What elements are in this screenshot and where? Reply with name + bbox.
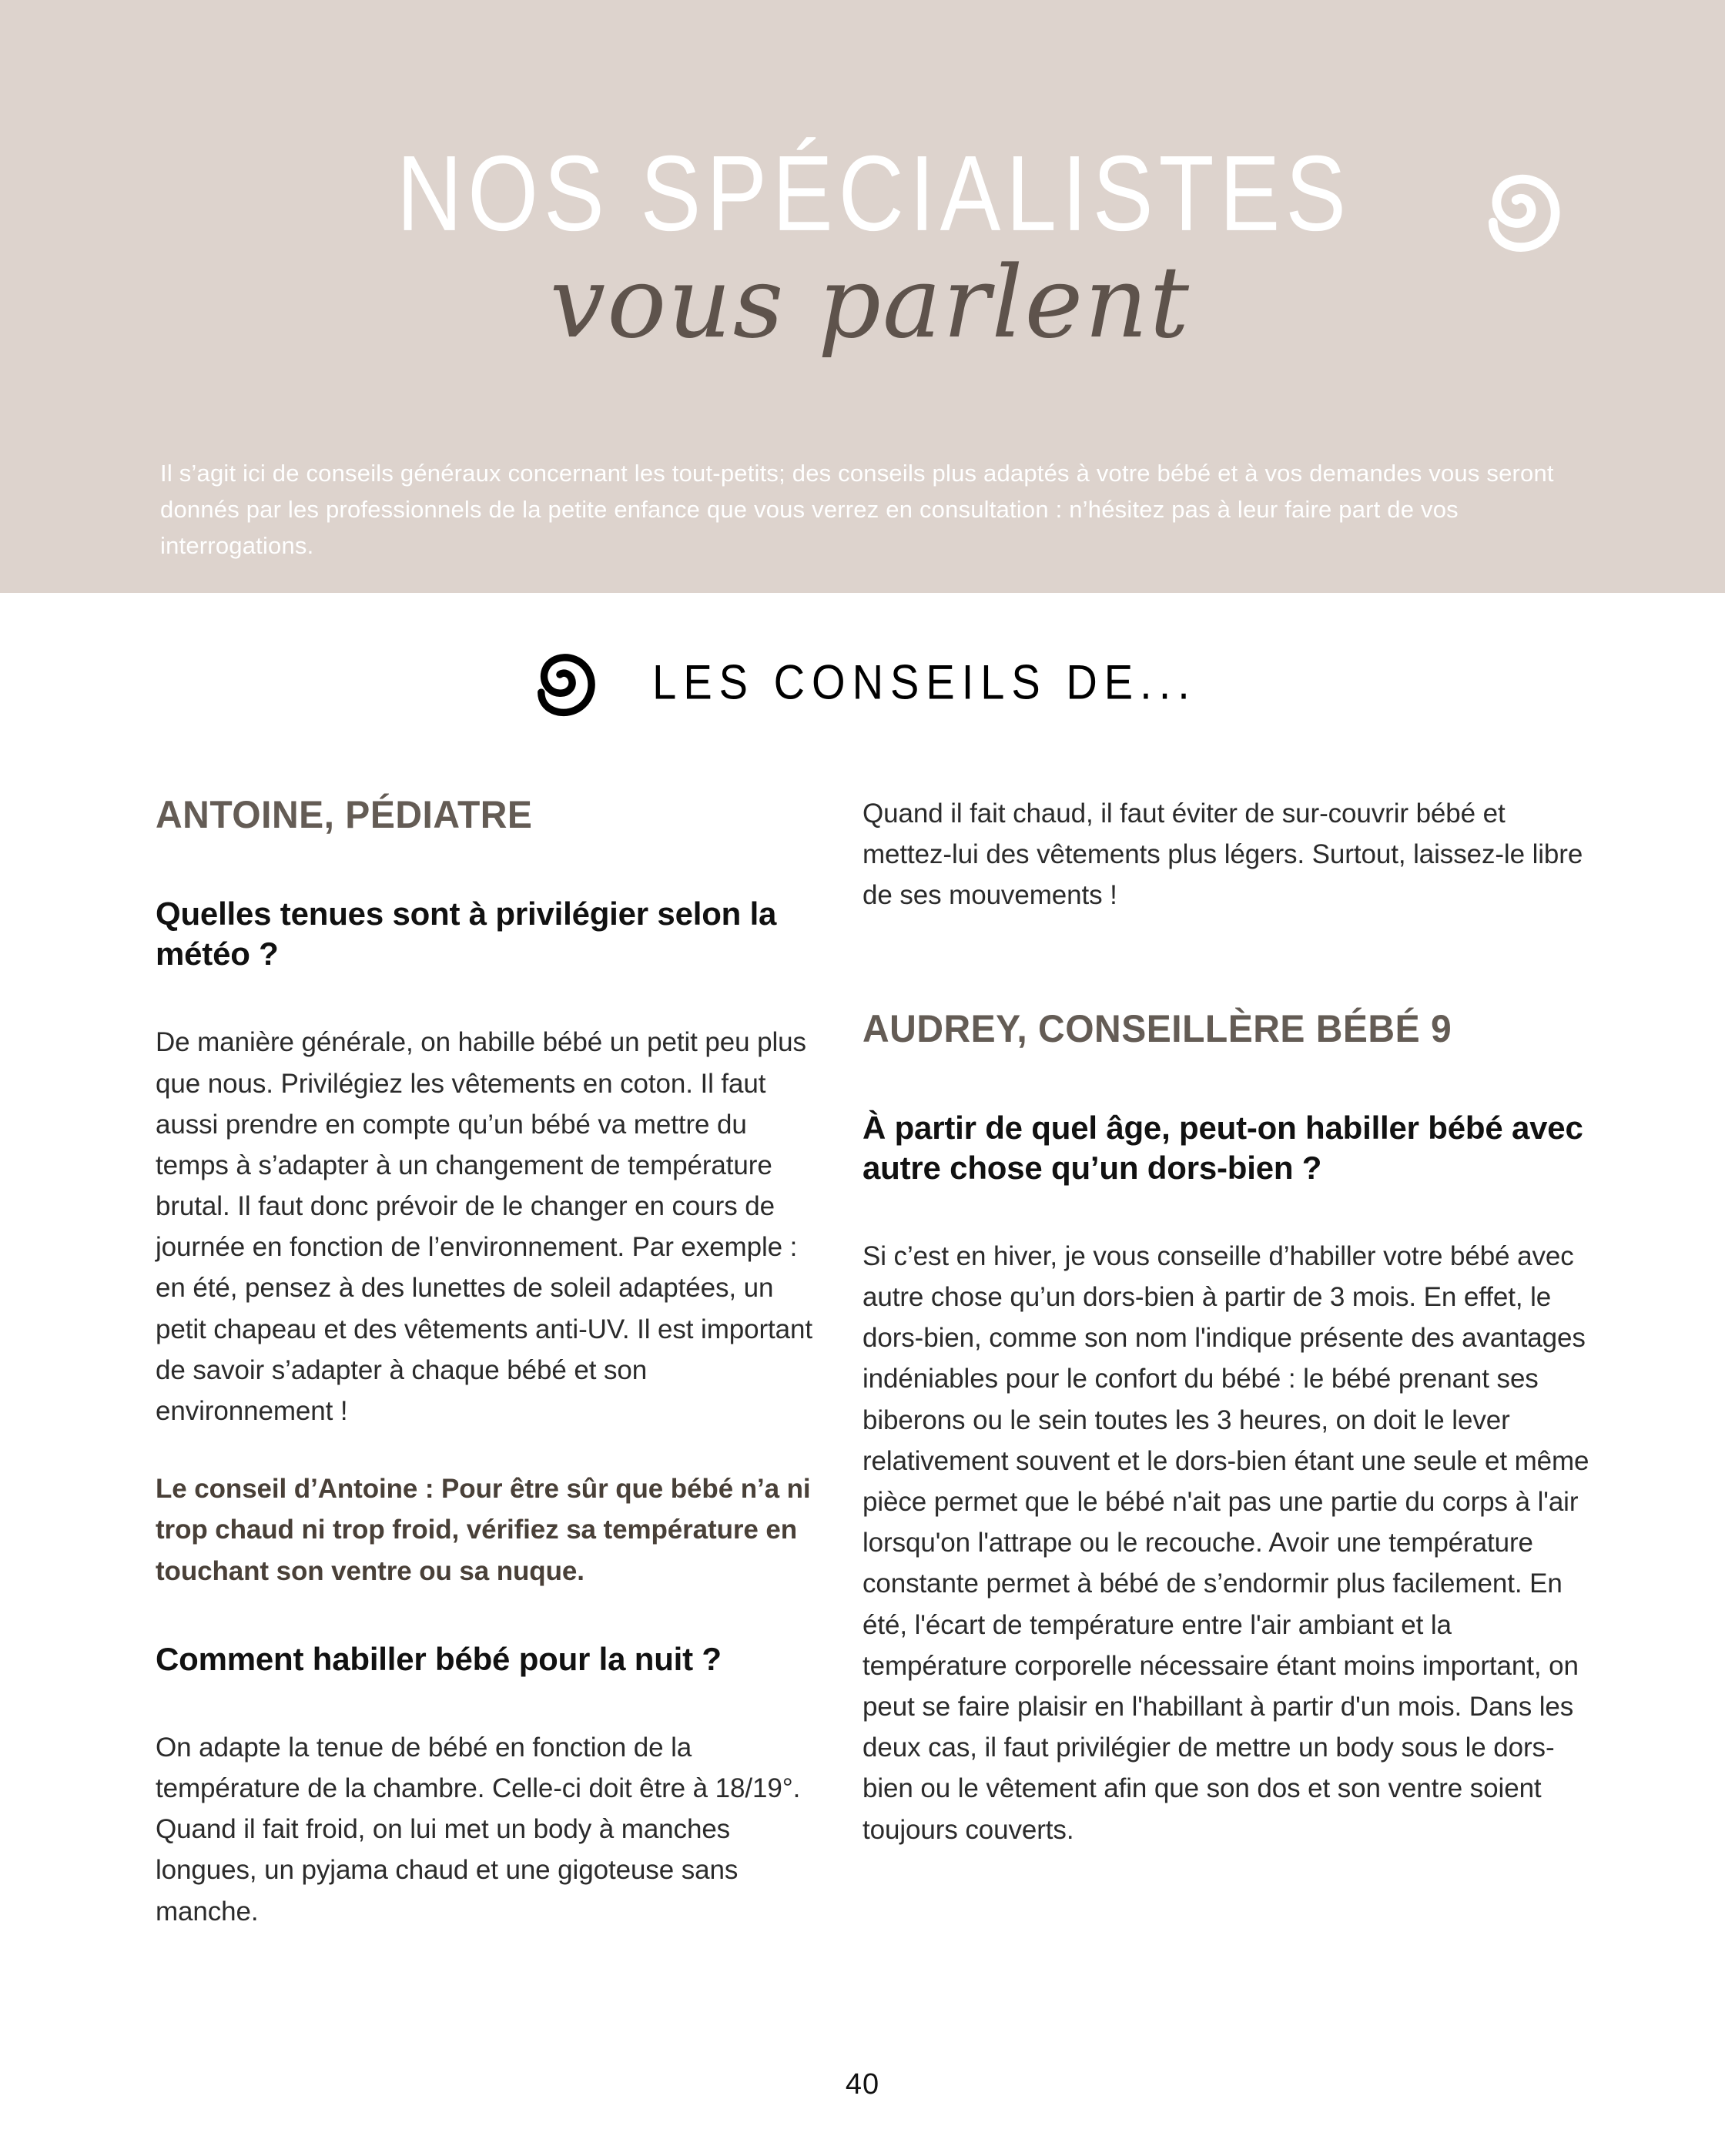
tip-antoine: Le conseil d’Antoine : Pour être sûr que bébé n’a ni trop chaud ni trop froid, vérifiez sa température en touchant son ventre ou sa nuque. [156,1474,811,1586]
right-column [862,793,1602,1850]
page-title-script: vous parlent [549,246,1191,360]
header-band [0,0,1725,593]
answer-dors-bien: Si c’est en hiver, je vous conseille d’habiller votre bébé avec autre chose qu’un dors-bien à partir de 3 mois. En effet, le dors-bien, comme son nom l'indique présente des avantages indéniables pour le confort du bébé : le bébé prenant ses biberons ou le sein toutes les 3 heures, on doit le lever relativement souvent et le dors-bien étant une seule et même pièce permet que le bébé n'ait pas une partie du corps à l'air lorsqu'on l'attrape ou le recouche. Avoir une température constante permet à bébé de s’endormir plus facilement. En été, l'écart de température entre l'air ambiant et la température corporelle nécessaire étant moins important, on peut se faire plaisir en l'habillant à partir d'un mois. Dans les deux cas, il faut privilégier de mettre un body sous le dors-bien ou le vêtement afin que son dos et son ventre soient toujours couverts. [862,1240,1589,1845]
expert-name-antoine: ANTOINE, PÉDIATRE [156,794,533,837]
expert-name-audrey: AUDREY, CONSEILLÈRE BÉBÉ 9 [862,1007,1452,1051]
section-header [0,641,1725,723]
spiral-icon [1477,160,1577,260]
answer-meteo-continued: Quand il fait chaud, il faut éviter de sur-couvrir bébé et mettez-lui des vêtements plus légers. Surtout, laissez-le libre de ses mouvements ! [862,798,1583,911]
question-dors-bien: À partir de quel âge, peut-on habiller bébé avec autre chose qu’un dors-bien ? [862,1109,1583,1186]
page-title: NOS SPÉCIALISTES [397,133,1352,254]
answer-nuit: On adapte la tenue de bébé en fonction de la température de la chambre. Celle-ci doit être à 18/19°. Quand il fait froid, on lui met un body à manches longues, un pyjama chaud et une gigoteuse sans manche. [156,1732,801,1927]
answer-meteo: De manière générale, on habille bébé un petit peu plus que nous. Privilégiez les vêtements en coton. Il faut aussi prendre en compte qu’un bébé va mettre du temps à s’adapter à un changement de température brutal. Il faut donc prévoir de le changer en cours de journée en fonction de l’environnement. Par exemple : en été, pensez à des lunettes de soleil adaptées, un petit chapeau et des vêtements anti-UV. Il est important de savoir s’adapter à chaque bébé et son environnement ! [156,1027,813,1427]
question-meteo: Quelles tenues sont à privilégier selon la météo ? [156,896,777,973]
header-intro-text: Il s’agit ici de conseils généraux concernant les tout-petits; des conseils plus adaptés à votre bébé et à vos demandes vous seront donnés par les professionnels de la petite enfance que vous verrez en consultation : n’hésitez pas à leur faire part de vos interrogations. [160,460,1554,560]
question-nuit: Comment habiller bébé pour la nuit ? [156,1640,722,1677]
spiral-icon [528,642,609,723]
left-column [156,793,818,1932]
page-number: 40 [845,2068,880,2101]
section-title: LES CONSEILS DE... [652,654,1197,709]
